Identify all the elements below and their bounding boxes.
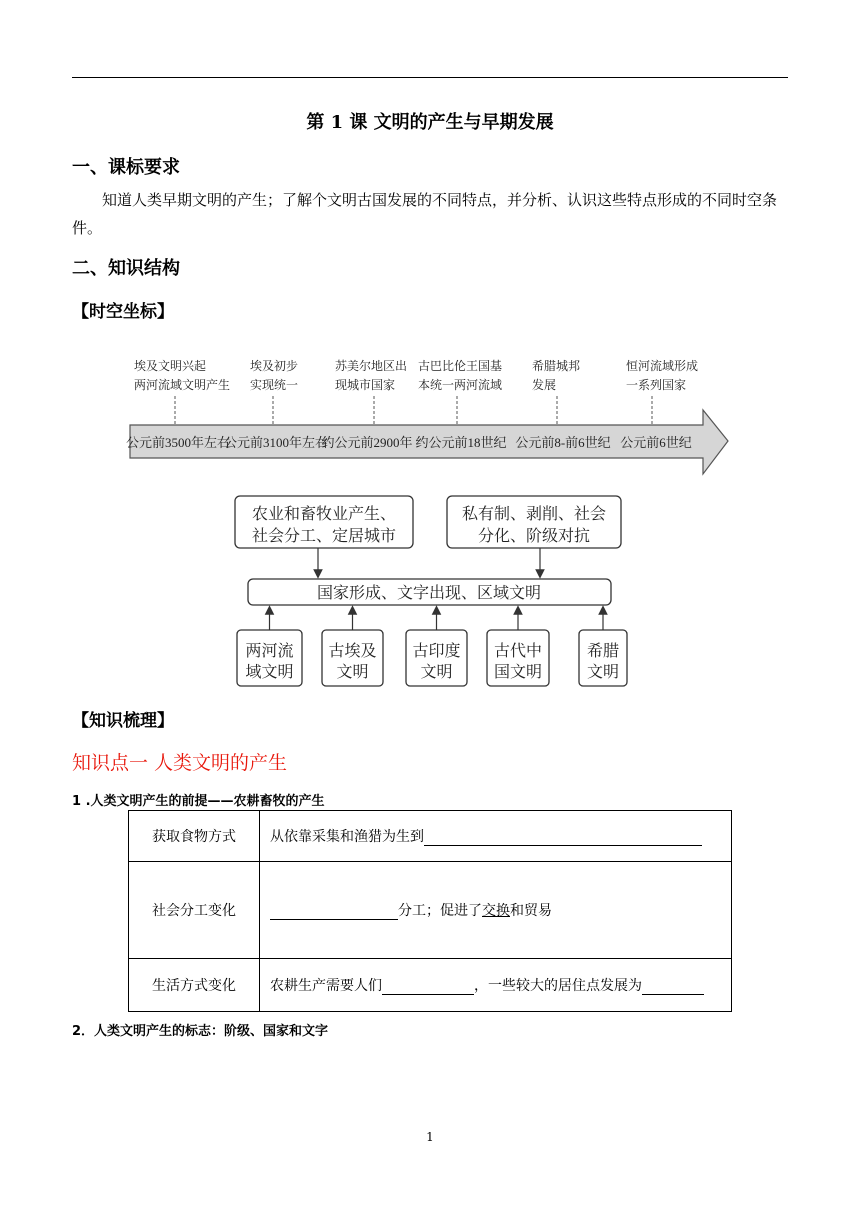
subheading-markers: 2．人类文明产生的标志：阶级、国家和文字 — [72, 1024, 329, 1039]
content-text: 和贸易 — [510, 903, 552, 919]
row-content — [260, 811, 732, 862]
civ-label-line1: 古埃及 — [328, 641, 377, 660]
row-label: 获取食物方式 — [129, 811, 260, 862]
page-number: 1 — [426, 1130, 434, 1144]
civ-label-line2: 文明 — [586, 662, 620, 681]
timeline-date: 公元前3100年左右 — [223, 435, 329, 450]
timeline-event-line2: 本统一两河流域 — [418, 378, 503, 392]
page-title: 第 1 课 文明的产生与早期发展 — [306, 112, 554, 133]
timeline-event-line2: 一系列国家 — [626, 378, 687, 392]
requirement-paragraph: 知道人类早期文明的产生；了解个文明古国发展的不同特点，并分析、认识这些特点形成的不同时空条件。 — [72, 191, 778, 237]
row-content — [260, 862, 732, 959]
timeline-date: 公元前8-前6世纪 — [515, 435, 611, 450]
subheading-premise: 1 .人类文明产生的前提——农耕畜牧的产生 — [72, 794, 325, 809]
row-content — [260, 959, 732, 1012]
civ-label-line1: 古代中 — [493, 641, 543, 660]
content-text: 农耕生产需要人们 — [270, 978, 382, 994]
content-text: 从依靠采集和渔猎为生到 — [270, 829, 424, 845]
section-heading-requirements: 一、课标要求 — [72, 157, 180, 178]
timeline-date: 约公元前2900年 — [321, 435, 413, 450]
timeline-date: 公元前6世纪 — [620, 435, 692, 450]
timeline-event-line2: 两河流域文明产生 — [134, 378, 231, 392]
fill-blank[interactable] — [424, 829, 702, 846]
timeline-event-line1: 恒河流域形成 — [626, 359, 699, 373]
cause-agriculture-line1: 农业和畜牧业产生、 — [251, 504, 397, 523]
civ-label-line2: 域文明 — [245, 662, 294, 681]
knowledge-table — [128, 810, 732, 1012]
timeline-event-line1: 埃及文明兴起 — [134, 359, 207, 373]
cause-class-line1: 私有制、剥削、社会 — [461, 504, 607, 523]
center-label: 国家形成、文字出现、区域文明 — [316, 583, 542, 602]
fill-blank[interactable] — [382, 978, 474, 995]
fill-blank[interactable] — [270, 903, 398, 920]
underlined-term: 交换 — [482, 903, 510, 919]
row-label: 社会分工变化 — [129, 862, 260, 959]
section-heading-structure: 二、知识结构 — [72, 258, 180, 279]
row-label: 生活方式变化 — [129, 959, 260, 1012]
timeline-date: 约公元前18世纪 — [415, 435, 507, 450]
timeline-event-line2: 发展 — [532, 378, 557, 392]
civ-label-line1: 古印度 — [412, 641, 461, 660]
timeline-heading: 【时空坐标】 — [72, 302, 174, 322]
table-row — [129, 811, 732, 862]
civ-label-line2: 国文明 — [493, 662, 543, 681]
timeline-event-line1: 苏美尔地区出 — [335, 359, 408, 373]
civ-label-line2: 文明 — [336, 662, 369, 681]
civ-label-line1: 两河流 — [245, 641, 294, 660]
review-heading: 【知识梳理】 — [72, 711, 174, 731]
knowledge-point-title: 知识点一 人类文明的产生 — [72, 752, 288, 774]
table-row — [129, 959, 732, 1012]
timeline-event-line1: 古巴比伦王国基 — [418, 359, 503, 373]
timeline-event-line1: 希腊城邦 — [532, 359, 581, 373]
cause-agriculture-line2: 社会分工、定居城市 — [251, 526, 397, 545]
timeline-event-line2: 实现统一 — [250, 378, 299, 392]
timeline-date: 公元前3500年左右 — [125, 435, 231, 450]
timeline-event-line1: 埃及初步 — [250, 359, 299, 373]
civ-label-line2: 文明 — [420, 662, 453, 681]
cause-class-line2: 分化、阶级对抗 — [477, 526, 591, 545]
content-text: ，一些较大的居住点发展为 — [474, 978, 642, 994]
content-text: 分工；促进了 — [398, 903, 482, 919]
civ-label-line1: 希腊 — [586, 641, 620, 660]
timeline-event-line2: 现城市国家 — [335, 378, 396, 392]
table-row — [129, 862, 732, 959]
fill-blank[interactable] — [642, 978, 704, 995]
